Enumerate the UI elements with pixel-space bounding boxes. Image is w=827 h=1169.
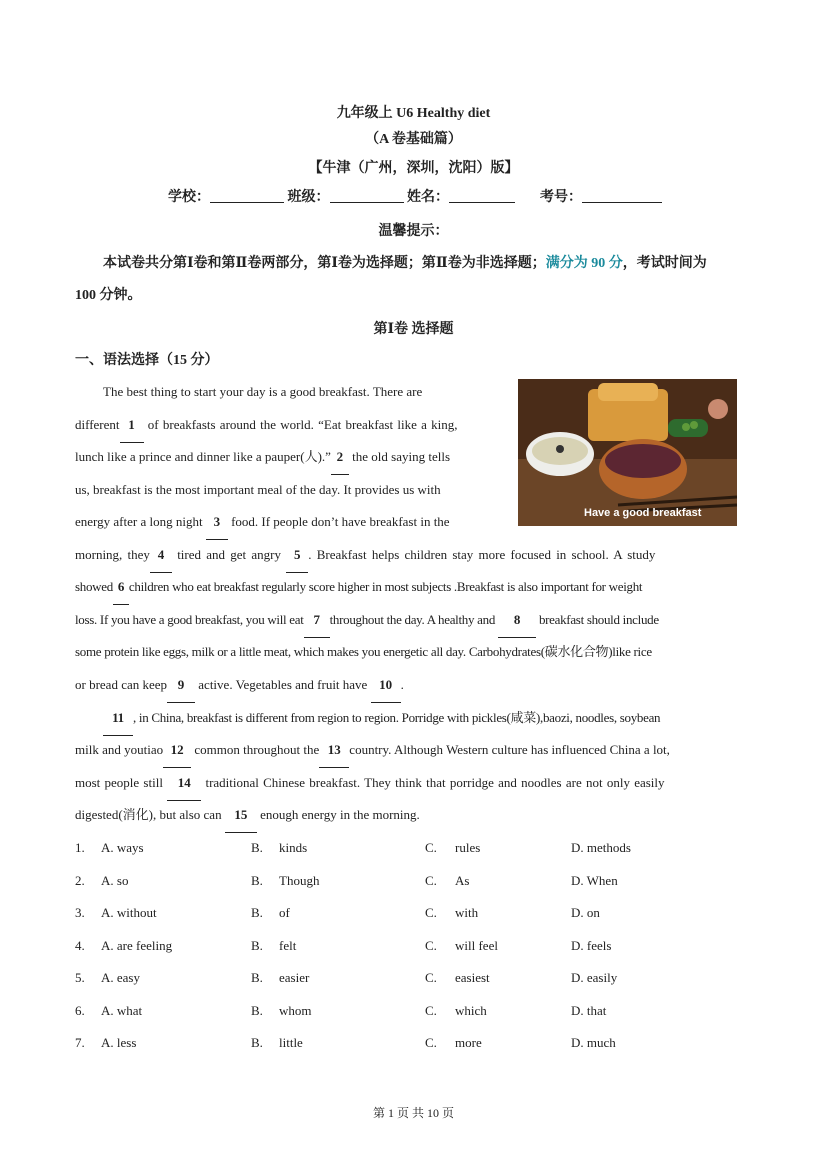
option-letter: B.	[251, 905, 263, 920]
question-options-row	[75, 873, 755, 893]
page-footer: 第 1 页 共 10 页	[372, 1106, 454, 1120]
question-number: 7.	[75, 1035, 85, 1050]
option-letter: B.	[251, 938, 263, 953]
class-label: 班级：	[287, 190, 330, 205]
blank-10[interactable]: 10	[371, 669, 401, 703]
blank-6[interactable]: 6	[113, 571, 129, 605]
photo-caption: Have a good breakfast	[584, 507, 702, 519]
class-field[interactable]	[330, 188, 404, 203]
student-info-row	[168, 186, 662, 206]
option-d[interactable]: D. on	[571, 905, 600, 920]
breakfast-photo	[518, 379, 737, 526]
school-label: 学校：	[168, 190, 210, 205]
passage-line: energy after a long night 3 food. If people don’t have breakfast in the	[75, 506, 505, 540]
passage-line: The best thing to start your day is a good breakfast. There are	[103, 384, 423, 399]
passage-line: lunch like a prince and dinner like a pauper(人).” 2 the old saying tells	[75, 441, 505, 475]
option-letter: C.	[425, 970, 437, 985]
option-letter: B.	[251, 840, 263, 855]
option-a[interactable]: A. without	[101, 905, 157, 920]
blank-1[interactable]: 1	[120, 409, 144, 443]
passage-line: showed 6 children who eat breakfast regularly score higher in most subjects .Breakfast is also important for weight	[75, 571, 755, 605]
option-d[interactable]: D. feels	[571, 938, 612, 953]
option-a[interactable]: A. easy	[101, 970, 140, 985]
passage-line: or bread can keep 9 active. Vegetables and fruit have 10 .	[75, 669, 755, 703]
option-c[interactable]: with	[455, 905, 479, 920]
option-b[interactable]: kinds	[279, 840, 308, 855]
document-title: 九年级上 U6 Healthy diet	[336, 106, 491, 121]
option-b[interactable]: easier	[279, 970, 310, 985]
edition-label: 【牛津（广州，深圳，沈阳）版】	[308, 161, 519, 176]
option-b[interactable]: felt	[279, 938, 297, 953]
passage-line: morning, they 4 tired and get angry 5 . Breakfast helps children stay more focused in school. A study	[75, 539, 755, 573]
option-c[interactable]: As	[455, 873, 470, 888]
option-letter: C.	[425, 905, 437, 920]
option-letter: B.	[251, 970, 263, 985]
option-c[interactable]: rules	[455, 840, 481, 855]
tips-heading: 温馨提示：	[378, 224, 449, 239]
blank-2[interactable]: 2	[331, 441, 349, 475]
full-score-highlight: 满分为 90 分	[545, 256, 623, 271]
question-options-row	[75, 1035, 755, 1055]
option-a[interactable]: A. are feeling	[101, 938, 173, 953]
blank-12[interactable]: 12	[163, 734, 191, 768]
tips-text: 本试卷共分第Ⅰ卷和第Ⅱ卷两部分，第Ⅰ卷为选择题；第Ⅱ卷为非选择题；满分为 90 分，考试时间为	[103, 256, 707, 271]
option-b[interactable]: Though	[279, 873, 320, 888]
question-number: 2.	[75, 873, 85, 888]
option-letter: B.	[251, 1035, 263, 1050]
passage-line: different 1 of breakfasts around the world. “Eat breakfast like a king,	[75, 409, 505, 443]
school-field[interactable]	[210, 188, 284, 203]
blank-8[interactable]: 8	[498, 604, 536, 638]
option-letter: C.	[425, 840, 437, 855]
question-number: 3.	[75, 905, 85, 920]
blank-4[interactable]: 4	[150, 539, 172, 573]
blank-7[interactable]: 7	[304, 604, 330, 638]
passage-line: loss. If you have a good breakfast, you will eat 7 throughout the day. A healthy and 8 breakfast should include	[75, 604, 755, 638]
question-options-row	[75, 938, 755, 958]
section-title: 第Ⅰ卷 选择题	[373, 322, 454, 337]
option-b[interactable]: of	[279, 905, 290, 920]
option-letter: C.	[425, 1035, 437, 1050]
option-a[interactable]: A. ways	[101, 840, 144, 855]
tips-text-2: 100 分钟。	[75, 288, 142, 303]
passage-line: us, breakfast is the most important meal of the day. It provides us with	[75, 482, 441, 497]
number-label: 考号：	[540, 190, 582, 205]
question-options-row	[75, 1003, 755, 1023]
name-field[interactable]	[449, 188, 515, 203]
blank-14[interactable]: 14	[167, 767, 201, 801]
name-label: 姓名：	[407, 190, 449, 205]
question-number: 1.	[75, 840, 85, 855]
passage-line: 11 , in China, breakfast is different from region to region. Porridge with pickles(咸菜),baozi, noodles, soybean	[75, 702, 755, 736]
option-letter: C.	[425, 938, 437, 953]
blank-9[interactable]: 9	[167, 669, 195, 703]
number-field[interactable]	[582, 188, 662, 203]
passage-line: some protein like eggs, milk or a little meat, which makes you energetic all day. Carbohydrates(碳水化合物)like rice	[75, 644, 652, 659]
option-d[interactable]: D. that	[571, 1003, 607, 1018]
blank-15[interactable]: 15	[225, 799, 257, 833]
option-a[interactable]: A. what	[101, 1003, 143, 1018]
option-letter: C.	[425, 1003, 437, 1018]
option-c[interactable]: easiest	[455, 970, 490, 985]
option-b[interactable]: whom	[279, 1003, 312, 1018]
option-d[interactable]: D. methods	[571, 840, 631, 855]
option-c[interactable]: more	[455, 1035, 482, 1050]
question-number: 6.	[75, 1003, 85, 1018]
passage-line: digested(消化), but also can 15 enough energy in the morning.	[75, 799, 755, 833]
blank-5[interactable]: 5	[286, 539, 308, 573]
option-letter: C.	[425, 873, 437, 888]
question-options-row	[75, 970, 755, 990]
option-d[interactable]: D. When	[571, 873, 618, 888]
option-c[interactable]: which	[455, 1003, 487, 1018]
option-a[interactable]: A. so	[101, 873, 129, 888]
option-c[interactable]: will feel	[455, 938, 498, 953]
passage-line: most people still 14 traditional Chinese breakfast. They think that porridge and noodles are not only easily	[75, 767, 755, 801]
passage-line: milk and youtiao 12 common throughout the 13 country. Although Western culture has influenced China a lot,	[75, 734, 755, 768]
breakfast-illustration	[518, 379, 737, 526]
question-options-row	[75, 905, 755, 925]
blank-13[interactable]: 13	[319, 734, 349, 768]
question-options-row	[75, 840, 755, 860]
option-a[interactable]: A. less	[101, 1035, 137, 1050]
document-subtitle: （A 卷基础篇）	[365, 132, 462, 147]
part-heading: 一、语法选择（15 分）	[75, 353, 219, 368]
blank-3[interactable]: 3	[206, 506, 228, 540]
question-number: 5.	[75, 970, 85, 985]
blank-11[interactable]: 11	[103, 702, 133, 736]
option-d[interactable]: D. easily	[571, 970, 618, 985]
question-number: 4.	[75, 938, 85, 953]
option-letter: B.	[251, 873, 263, 888]
option-letter: B.	[251, 1003, 263, 1018]
option-b[interactable]: little	[279, 1035, 303, 1050]
option-d[interactable]: D. much	[571, 1035, 616, 1050]
